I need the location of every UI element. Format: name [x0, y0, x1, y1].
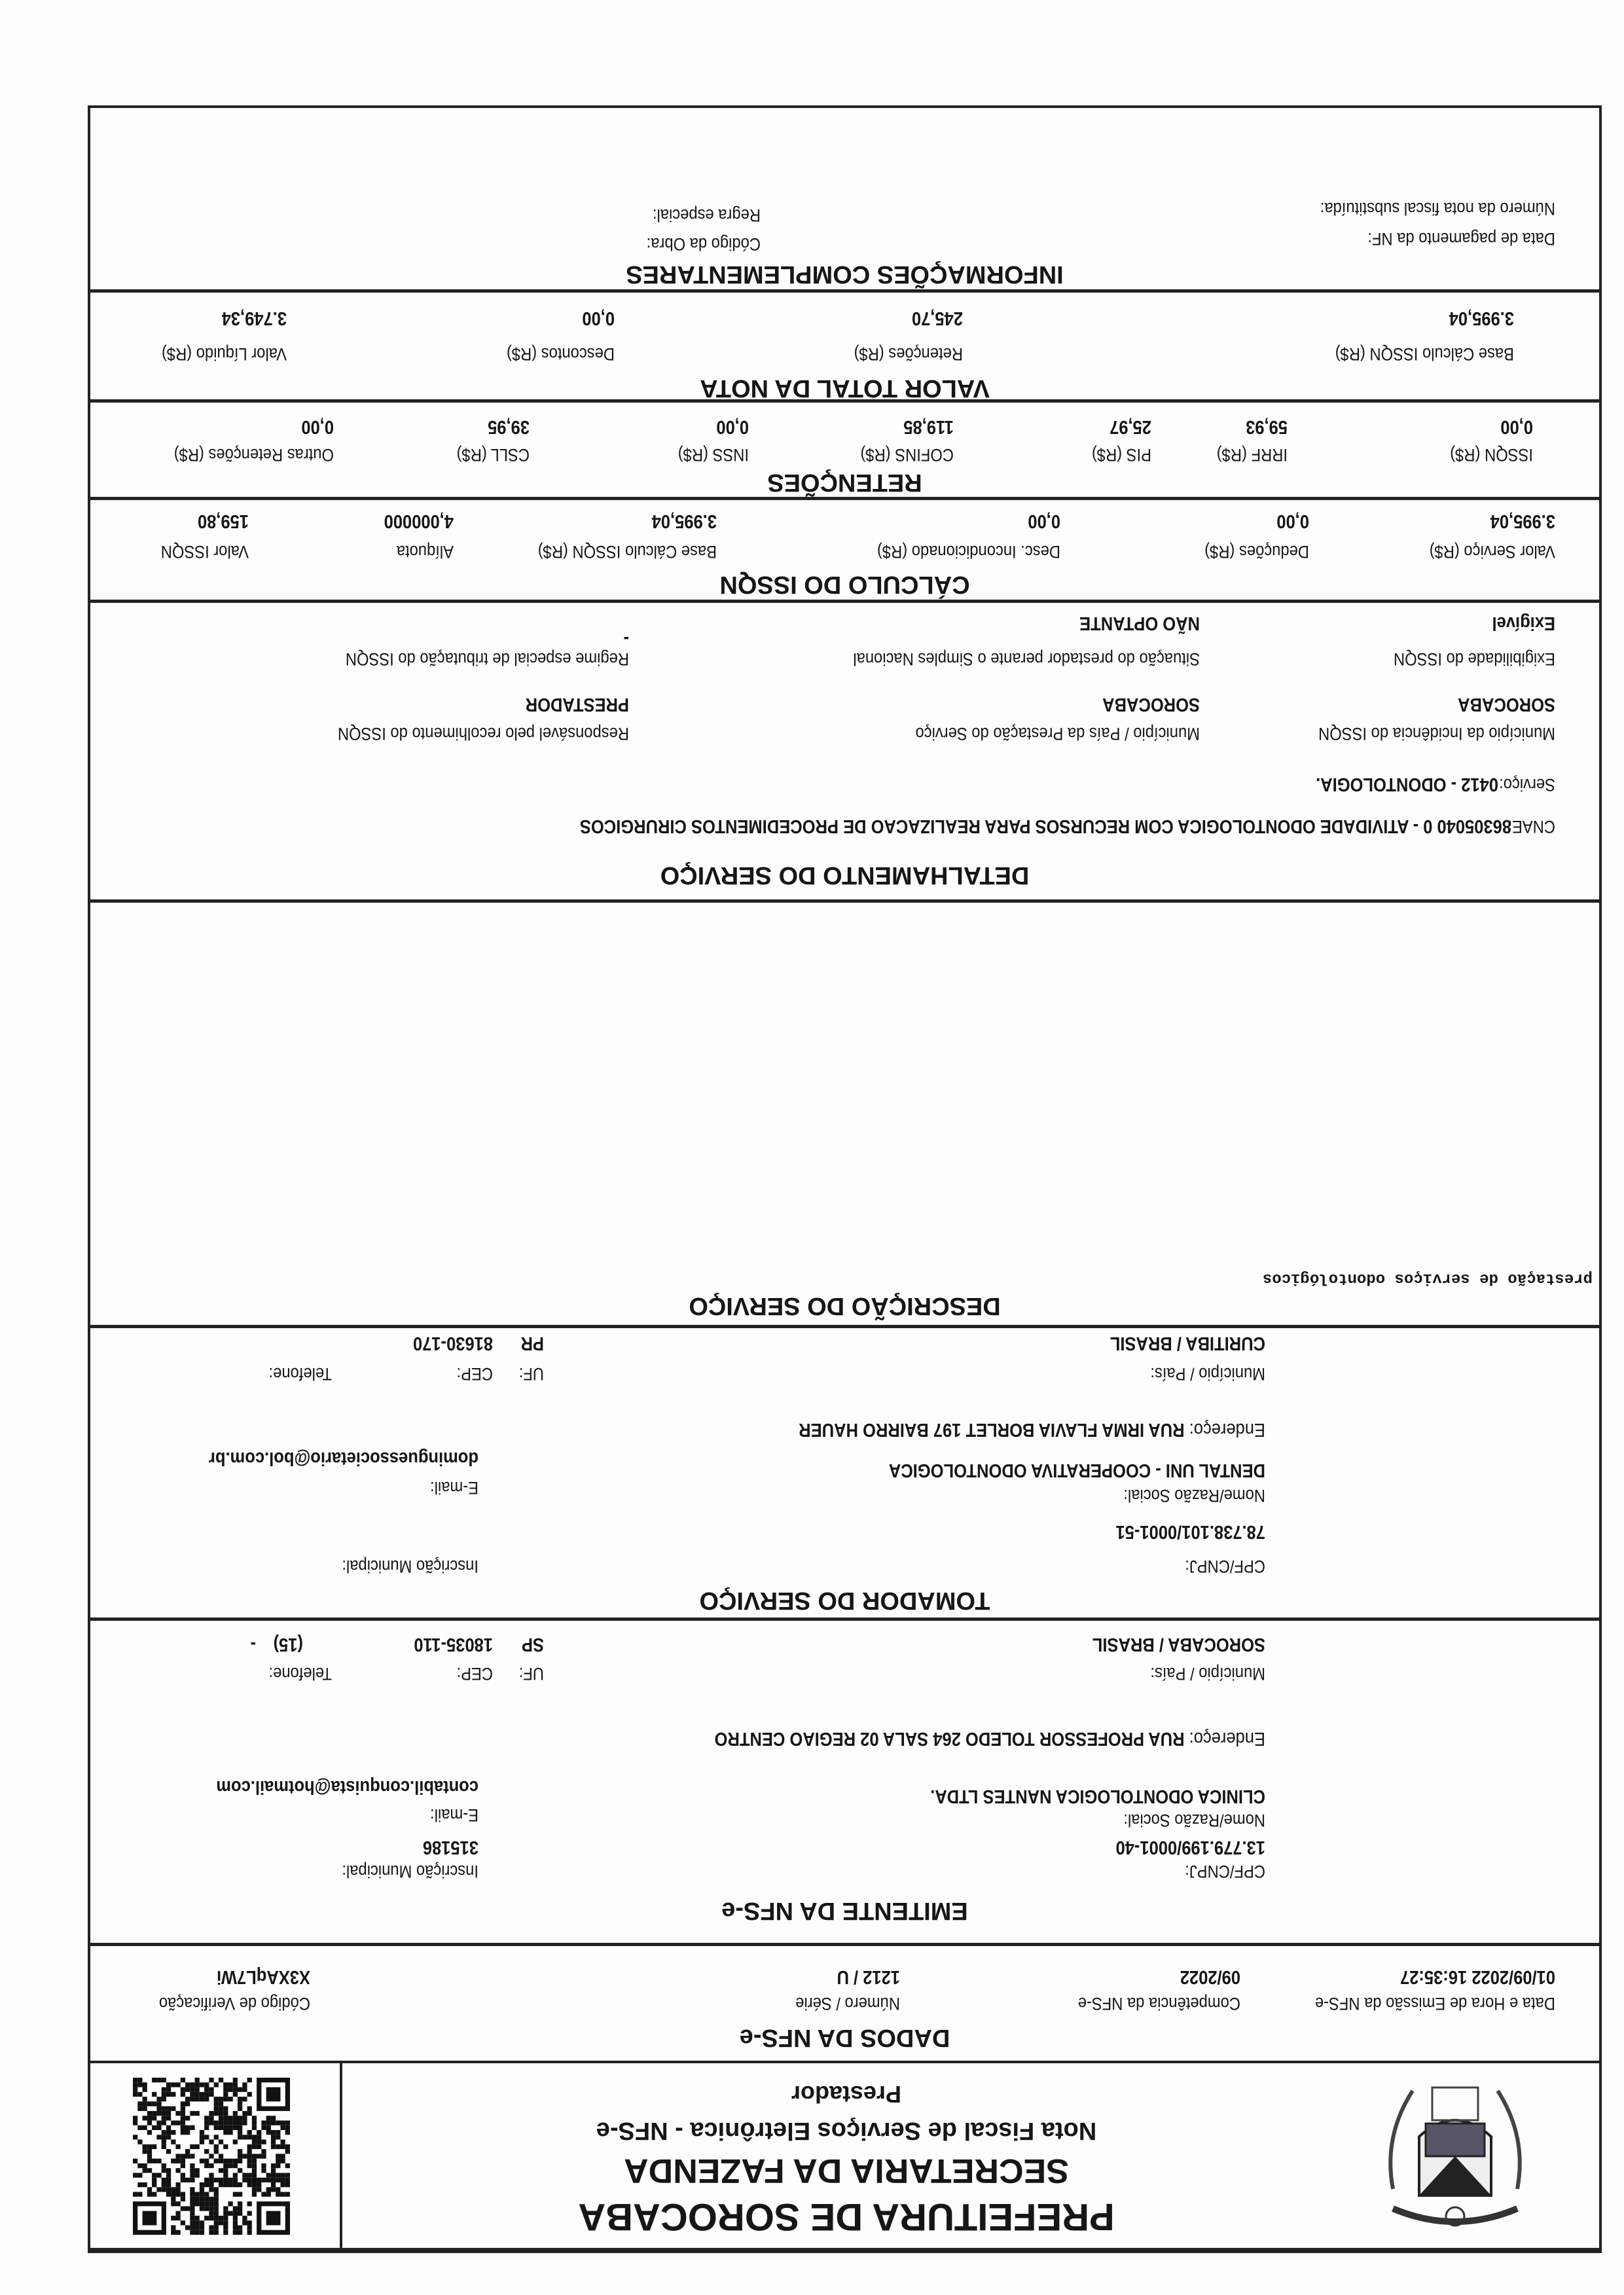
emitente-cep-label: CEP: — [456, 1664, 493, 1684]
mun-incidencia-value: SOROCABA — [1458, 694, 1555, 715]
section-title-dados: DADOS DA NFS-e — [739, 2024, 950, 2051]
exigibilidade-value: Exigível — [1492, 613, 1555, 634]
total-value: 245,70 — [911, 308, 963, 329]
emitente-telefone-ddd: (15) — [273, 1634, 303, 1655]
emitente-cpf-value: 13.779.199/0001-40 — [1115, 1837, 1265, 1858]
tomador-nome-label: Nome/Razão Social: — [1123, 1486, 1265, 1506]
section-title-descricao: DESCRIÇÃO DO SERVIÇO — [689, 1292, 1001, 1320]
retencao-label: CSLL (R$) — [456, 445, 530, 465]
retencao-label: IRRF (R$) — [1216, 445, 1288, 465]
coat-of-arms-icon — [1380, 2071, 1530, 2235]
data-pagamento-label: Data de pagamento da NF: — [1367, 229, 1555, 249]
retencao-value: 119,85 — [903, 416, 954, 437]
responsavel-value: PRESTADOR — [525, 694, 629, 715]
total-value: 3.995,04 — [1449, 308, 1514, 329]
section-title-informacoes: INFORMAÇÕES COMPLEMENTARES — [626, 261, 1064, 288]
retencao-label: Outras Retenções (R$) — [173, 445, 334, 465]
tomador-nome-value: DENTAL UNI - COOPERATIVA ODONTOLOGICA — [888, 1460, 1265, 1481]
servico-label: Serviço: — [1499, 775, 1555, 795]
codigo-obra-label: Código da Obra: — [646, 234, 761, 254]
calculo-label: Valor Serviço (R$) — [1429, 542, 1555, 562]
header-title: PREFEITURA DE SOROCABA — [578, 2196, 1115, 2238]
regra-especial-label: Regra especial: — [652, 206, 761, 225]
retencao-value: 59,93 — [1246, 416, 1288, 437]
section-title-detalhamento: DETALHAMENTO DO SERVIÇO — [660, 861, 1030, 889]
simples-label: Situação do prestador perante o Simples Nacional — [853, 649, 1200, 669]
numero-serie-label: Número / Série — [795, 1994, 900, 2014]
divider — [88, 1325, 1602, 1328]
cnae-label: CNAE: — [1507, 817, 1555, 837]
calculo-label: Deduções (R$) — [1204, 542, 1309, 562]
calculo-value: 4,000000 — [384, 511, 454, 532]
section-title-emitente: EMITENTE DA NFS-e — [721, 1897, 968, 1925]
emitente-endereco-label: Endereço: — [1189, 1728, 1265, 1749]
emitente-email-value: contabil.conquista@hotmail.com — [216, 1777, 478, 1798]
tomador-email-label: E-mail: — [430, 1478, 478, 1498]
total-value: 0,00 — [582, 308, 615, 329]
retencao-label: INSS (R$) — [677, 445, 749, 465]
tomador-endereco-label: Endereço: — [1189, 1419, 1265, 1440]
retencao-value: 0,00 — [716, 416, 749, 437]
descricao-text: prestação de serviços odontológicos — [1262, 1269, 1593, 1287]
retencao-value: 39,95 — [488, 416, 530, 437]
tomador-im-label: Inscrição Municipal: — [342, 1557, 478, 1576]
section-title-retencoes: RETENÇÕES — [767, 469, 922, 496]
exigibilidade-label: Exigibilidade do ISSQN — [1394, 649, 1555, 669]
emitente-im-value: 315186 — [422, 1837, 478, 1858]
calculo-label: Desc. Incondicionado (R$) — [877, 542, 1060, 562]
tomador-cpf-value: 78.738.101/0001-51 — [1115, 1521, 1265, 1542]
emitente-telefone-value: - — [250, 1634, 256, 1655]
simples-value: NÃO OPTANTE — [1079, 613, 1200, 634]
retencao-label: PIS (R$) — [1091, 445, 1151, 465]
calculo-value: 159,80 — [197, 511, 249, 532]
cnae-value: 86305040 0 - ATIVIDADE ODONTOLOGICA COM RECURSOS PARA REALIZACAO DE PROCEDIMENTOS CIRURGICOS — [579, 816, 1511, 837]
header-subtitle: SECRETARIA DA FAZENDA — [624, 2152, 1069, 2190]
retencao-value: 0,00 — [1500, 416, 1533, 437]
calculo-label: Base Cálculo ISSQN (R$) — [537, 542, 717, 562]
section-title-valor-total: VALOR TOTAL DA NOTA — [700, 374, 990, 402]
qr-code-icon — [133, 2078, 290, 2235]
divider — [88, 600, 1602, 603]
calculo-label: Valor ISSQN — [160, 542, 249, 562]
numero-substituida-label: Número da nota fiscal substituída: — [1320, 199, 1555, 219]
divider — [88, 1943, 1602, 1946]
divider — [88, 289, 1602, 293]
divider — [88, 1617, 1602, 1621]
emitente-email-label: E-mail: — [430, 1805, 478, 1825]
tomador-uf-label: UF: — [518, 1364, 544, 1384]
calculo-value: 3.995,04 — [1490, 511, 1555, 532]
mun-incidencia-label: Município da Incidência do ISSQN — [1318, 724, 1555, 744]
tomador-telefone-label: Telefone: — [268, 1364, 332, 1384]
emitente-nome-label: Nome/Razão Social: — [1123, 1811, 1265, 1830]
competencia-label: Competência da NFS-e — [1077, 1994, 1240, 2014]
retencao-label: COFINS (R$) — [860, 445, 954, 465]
regime-value: - — [623, 628, 629, 649]
emitente-im-label: Inscrição Municipal: — [342, 1862, 478, 1881]
header-document-type: Nota Fiscal de Serviços Eletrônica - NFS-e — [596, 2117, 1097, 2144]
tomador-municipio-label: Município / País: — [1150, 1364, 1265, 1384]
tomador-cep-value: 81630-170 — [412, 1333, 493, 1354]
tomador-cpf-label: CPF/CNPJ: — [1185, 1557, 1265, 1576]
total-label: Base Cálculo ISSQN (R$) — [1335, 344, 1514, 364]
emissao-label: Data e Hora de Emissão da NFS-e — [1314, 1994, 1555, 2014]
regime-label: Regime especial de tributação do ISSQN — [345, 649, 629, 669]
section-title-calculo: CÁLCULO DO ISSQN — [719, 571, 970, 598]
divider — [88, 497, 1602, 500]
retencao-value: 25,97 — [1110, 416, 1151, 437]
tomador-endereco — [799, 1419, 1265, 1440]
emitente-municipio-value: SOROCABA / BRASIL — [1092, 1634, 1265, 1655]
responsavel-label: Responsável pelo recolhimento do ISSQN — [337, 724, 629, 744]
emitente-endereco-value: RUA PROFESSOR TOLEDO 264 SALA 02 REGIAO CENTRO — [714, 1728, 1185, 1749]
emitente-telefone-label: Telefone: — [268, 1664, 332, 1684]
header-divider — [340, 2063, 342, 2248]
retencao-label: ISSQN (R$) — [1450, 445, 1533, 465]
retencao-value: 0,00 — [301, 416, 334, 437]
total-label: Valor Líquido (R$) — [161, 344, 287, 364]
total-label: Retenções (R$) — [854, 344, 963, 364]
mun-prestacao-value: SOROCABA — [1102, 694, 1200, 715]
emitente-uf-value: SP — [521, 1634, 544, 1655]
calculo-label: Alíquota — [396, 542, 454, 562]
section-title-tomador: TOMADOR DO SERVIÇO — [699, 1587, 990, 1614]
calculo-value: 0,00 — [1276, 511, 1309, 532]
emitente-municipio-label: Município / País: — [1150, 1664, 1265, 1684]
header-box — [88, 2061, 1602, 2250]
coat-of-arms-logo — [1380, 2071, 1530, 2235]
emitente-cpf-label: CPF/CNPJ: — [1185, 1862, 1265, 1881]
codigo-verificacao-value: X3XAqL7Wi — [217, 1966, 310, 1987]
numero-serie-value: 1212 / U — [837, 1966, 900, 1987]
tomador-uf-value: PR — [520, 1333, 544, 1354]
competencia-value: 09/2022 — [1180, 1966, 1240, 1987]
calculo-value: 0,00 — [1028, 511, 1060, 532]
mun-prestacao-label: Município / País da Prestação do Serviço — [915, 724, 1200, 744]
tomador-municipio-value: CURITIBA / BRASIL — [1110, 1333, 1265, 1354]
tomador-email-value: dominguessocietario@bol.com.br — [208, 1448, 478, 1469]
total-value: 3.749,34 — [221, 308, 287, 329]
tomador-endereco-value: RUA IRMA FLAVIA BORLET 197 BAIRRO HAUER — [799, 1419, 1185, 1440]
header-role: Prestador — [791, 2081, 902, 2108]
emitente-uf-label: UF: — [518, 1664, 544, 1684]
codigo-verificacao-label: Código de Verificação — [158, 1994, 310, 2014]
total-label: Descontos (R$) — [506, 344, 615, 364]
emitente-nome-value: CLINICA ODONTOLOGICA NANTES LTDA. — [930, 1786, 1265, 1807]
emissao-value: 01/09/2022 16:35:27 — [1400, 1966, 1555, 1987]
emitente-cep-value: 18035-110 — [414, 1634, 493, 1655]
servico-value: 0412 - ODONTOLOGIA. — [1316, 774, 1498, 795]
divider — [88, 899, 1602, 903]
tomador-cep-label: CEP: — [456, 1364, 493, 1384]
emitente-endereco — [715, 1727, 1265, 1749]
calculo-value: 3.995,04 — [651, 511, 717, 532]
